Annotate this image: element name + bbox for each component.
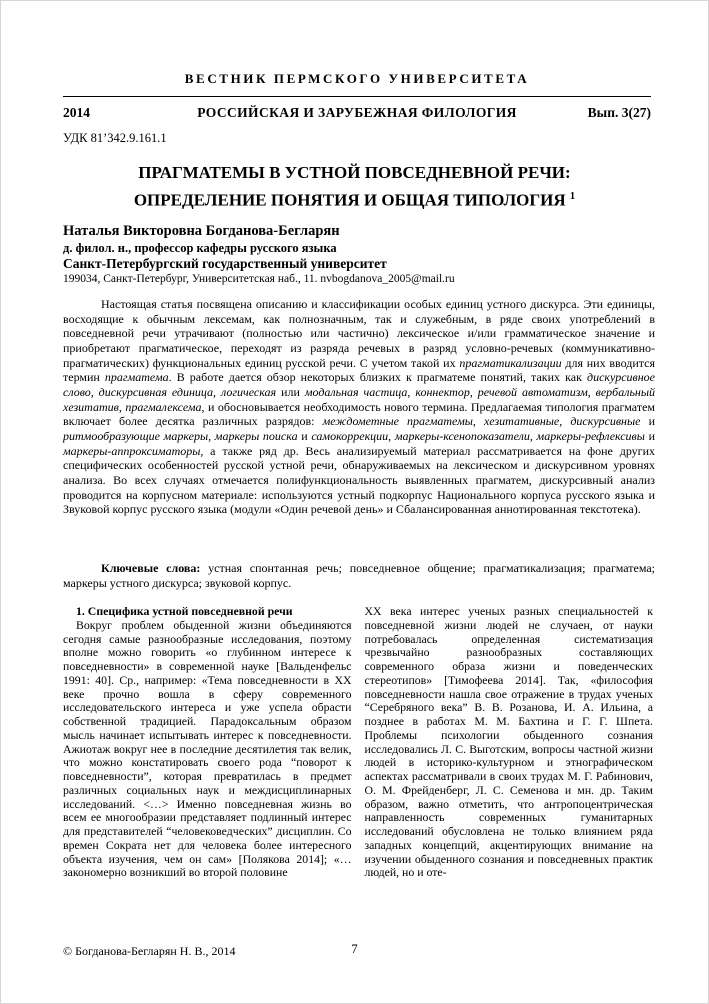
abstract-paragraph: Настоящая статья посвящена описанию и классификации особых единиц устного дискурса. Эти единицы, восходящие к обычным лексемам, как полнозначным, так и служебным, в ряде своих употреблений в повседневной речи утрачивают (полностью или частично) лексическое и/или грамматическое значение и приобретают прагматическое, переходят из разряда речевых в разряд условно-речевых (коммуникативно-прагматических) функциональных единиц русской речи. С учетом такой их прагматикализации для них вводится термин прагматема. В работе дается обзор некоторых близких к прагматеме понятий, таких как дискурсивное слово, дискурсивная единица, логическая или модальная частица, коннектор, речевой автоматизм, вербальный хезитатив, прагмалексема, и обосновывается необходимость нового термина. Предлагаемая типология прагматем включает более десятка различных разрядов: междометные прагматемы, хезитативные, дискурсивные и ритмообразующие маркеры, маркеры поиска и самокоррекции, маркеры-ксенопоказатели, маркеры-рефлексивы и маркеры-аппроксиматоры, а также ряд др. Весь анализируемый материал рассматривается на фоне других специфических особенностей русской устной речи, обнаруживаемых на лексическом и дискурсивном уровнях анализа. Во всех случаях отмечается полифункциональность выявленных прагматем, дискурсивный анализ проводится на корпусном материале: используются устный подкорпус Национального корпуса русского языка и Звуковой корпус русского языка (модули «Один речевой день» и Сбалансированная аннотированная текстотека). [63,297,656,517]
right-column [365,605,654,880]
article-title-line2: ОПРЕДЕЛЕНИЕ ПОНЯТИЯ И ОБЩАЯ ТИПОЛОГИЯ [133,190,566,210]
keywords-paragraph [63,561,655,590]
left-column [63,605,352,880]
left-column-text: Вокруг проблем обыденной жизни объединяются сегодня самые разнообразные исследования, поэтому вполне можно говорить «о глубинном интересе к повседневности» в современной науке [Вальденфельс 1991: 40]. Ср., например: «Тема повседневности в XX веке прочно вошла в сферу современного исследовательского интереса и уже успела обрасти собственной традицией. Парадоксальным образом мысль начинает испытывать интерес к повседневности. Ажиотаж вокруг нее в последние десятилетия так велик, что можно констатировать своего рода “поворот к повседневности”, которая превратилась в предмет различных социальных наук и междисциплинарных исследований. <…> Именно повседневная жизнь во всем ее многообразии представляет подлинный интерес для представителей “человековедческих” дисциплин. Со времен Сократа нет для человека более интересного объекта изучения, чем он сам» [Полякова 2014]; «…закономерно возникший во второй половине [63,617,352,880]
copyright-notice: © Богданова-Бегларян Н. В., 2014 [63,944,236,958]
article-title [31,161,678,212]
journal-section-title: РОССИЙСКАЯ И ЗАРУБЕЖНАЯ ФИЛОЛОГИЯ [197,105,517,120]
author-degree: д. филол. н., профессор кафедры русского языка [63,241,337,255]
author-name: Наталья Викторовна Богданова-Бегларян [63,223,340,239]
body-columns [63,605,653,880]
issue-row [63,105,651,123]
author-affiliation: Санкт-Петербургский государственный университет [63,256,387,271]
right-column-text: XX века интерес ученых разных специальностей к повседневной жизни людей не случаен, от науки потребовалась определенная систематизация чрезвычайно разнообразных составляющих современного образа жизни и поведенческих стереотипов» [Тимофеева 2014]. Так, «философия повседневности нашла свое отражение в трудах ученых “Серебряного века” В. В. Розанова, И. А. Ильина, а позднее в работах М. М. Бахтина и Г. Г. Шпета. Проблемы психологии обыденного сознания исследовались Л. С. Выготским, вопросы частной жизни людей в историко-культурном и этнографическом аспектах рассматривали в своих трудах М. Г. Рабинович, О. М. Фрейденберг, Л. С. Семенова и мн. др. Таким образом, важно отметить, что антропоцентрическая направленность современных гуманитарных исследований обусловлена не только влиянием ряда западных концепций, акцентирующих внимание на изучении обыденного сознания и повседневных практик людей, но и оте- [364,604,653,880]
author-address-email: 199034, Санкт-Петербург, Университетская наб., 11. nvbogdanova_2005@mail.ru [63,272,455,285]
keywords-label: Ключевые слова: [101,561,201,575]
header-divider [63,96,651,97]
article-title-line1: ПРАГМАТЕМЫ В УСТНОЙ ПОВСЕДНЕВНОЙ РЕЧИ: [138,163,571,182]
author-block [63,222,651,286]
journal-masthead: ВЕСТНИК ПЕРМСКОГО УНИВЕРСИТЕТА [184,71,530,86]
footnote-marker: 1 [569,190,576,202]
issue-label: Вып. 3(27) [587,105,651,120]
year-label: 2014 [63,105,90,120]
section-heading: 1. Специфика устной повседневной речи [76,604,293,618]
keywords-text: устная спонтанная речь; повседневное общение; прагматикализация; прагматема; маркеры устного дискурса; звуковой корпус. [63,561,655,590]
page-number: 7 [351,942,358,956]
udk-label: УДК 81’342.9.161.1 [63,131,167,145]
